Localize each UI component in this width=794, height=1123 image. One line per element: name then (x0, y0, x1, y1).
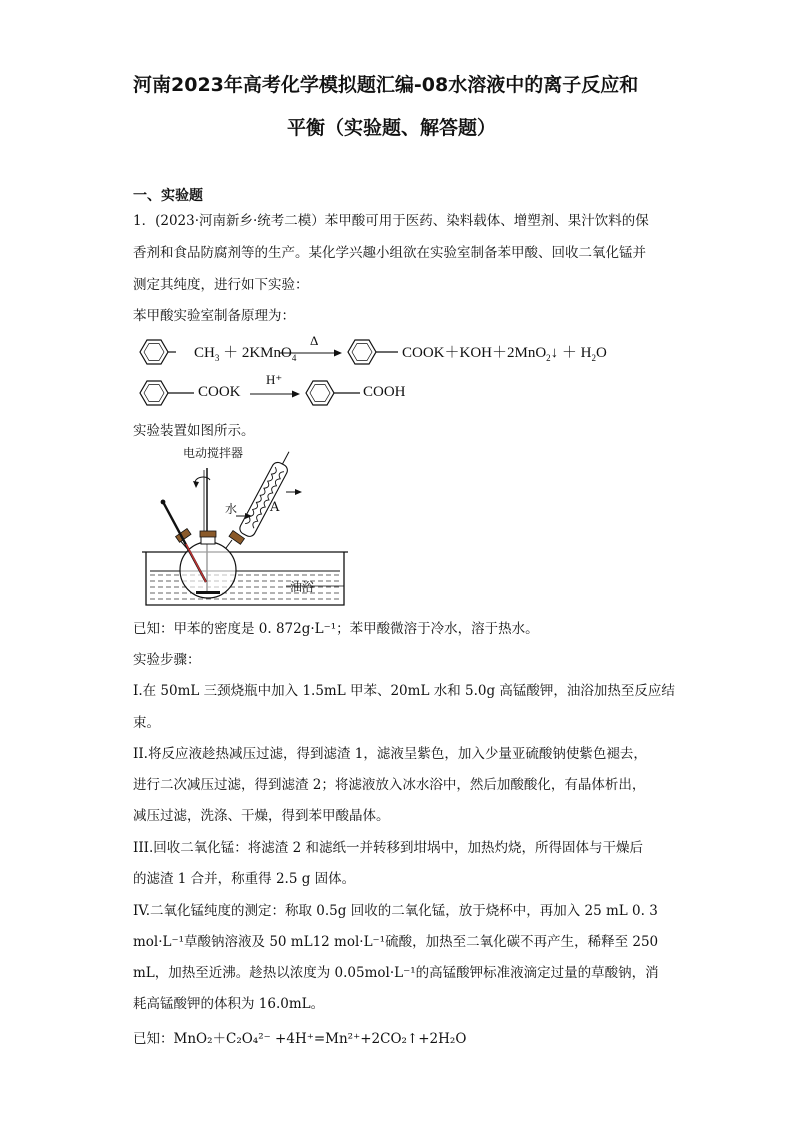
step-2-line-3: 减压过滤，洗涤、干燥，得到苯甲酸晶体。 (133, 808, 390, 824)
benzene-ring-icon (296, 373, 360, 413)
reaction-arrow-icon (280, 348, 342, 358)
apparatus-figure (140, 440, 360, 610)
water-text: ＋ H (561, 345, 592, 361)
ch3-text: CH (194, 345, 215, 361)
step-4-line-4: 耗高锰酸钾的体积为 16.0mL。 (133, 996, 325, 1012)
intro-line-3: 测定其纯度，进行如下实验： (133, 277, 309, 293)
down-arrow-icon: ↓ (550, 345, 559, 361)
benzene-ring-icon (130, 332, 176, 372)
principle-label: 苯甲酸实验室制备原理为： (133, 308, 295, 324)
intro-line-1: 1．(2023·河南新乡·统考二模）苯甲酸可用于医药、染料载体、增塑剂、果汁饮料的保 (133, 213, 649, 229)
step-4-line-2: mol·L⁻¹草酸钠溶液及 50 mL12 mol·L⁻¹硫酸，加热至二氧化碳不再产生，稀释至 250 (133, 934, 659, 950)
stirrer-label: 电动搅拌器 (183, 446, 244, 460)
cook-text: COOK (198, 384, 241, 400)
step-1-line-1: I.在 50mL 三颈烧瓶中加入 1.5mL 甲苯、20mL 水和 5.0g 高锰酸钾，油浴加热至反应结 (133, 683, 675, 699)
step-2-line-1: II.将反应液趁热减压过滤，得到滤渣 1，滤液呈紫色，加入少量亚硫酸钠使紫色褪去， (133, 746, 647, 762)
step-3-line-2: 的滤渣 1 合并，称重得 2.5 g 固体。 (133, 871, 356, 887)
known-2: 已知：MnO₂＋C₂O₄²⁻ +4H⁺=Mn²⁺+2CO₂↑+2H₂O (133, 1031, 467, 1047)
delta-label: Δ (310, 333, 319, 348)
condenser-label: A (270, 500, 280, 515)
apparatus-drawing (140, 440, 360, 610)
step-4-line-3: mL，加热至近沸。趁热以浓度为 0.05mol·L⁻¹的高锰酸钾标准液滴定过量的草酸钠，消 (133, 965, 659, 981)
intro-line-2: 香剂和食品防腐剂等的生产。某化学兴趣小组欲在实验室制备苯甲酸、回收二氧化锰并 (133, 245, 646, 261)
benzene-ring-icon (130, 373, 194, 413)
h-plus-label: H⁺ (266, 372, 283, 387)
kmno4-text: ＋ 2KMnO (223, 345, 292, 361)
title-line-2: 平衡（实验题、解答题） (287, 117, 497, 139)
cooh-text: COOH (363, 384, 406, 400)
steps-title: 实验步骤： (133, 652, 201, 668)
title-line-1: 河南2023年高考化学模拟题汇编-08水溶液中的离子反应和 (133, 74, 639, 96)
apparatus-intro: 实验装置如图所示。 (133, 423, 255, 439)
step-3-line-1: III.回收二氧化锰：将滤渣 2 和滤纸一并转移到坩埚中，加热灼烧，所得固体与干燥后 (133, 840, 643, 856)
step-4-line-1: IV.二氧化锰纯度的测定：称取 0.5g 回收的二氧化锰，放于烧杯中，再加入 25 mL 0. 3 (133, 903, 658, 919)
reaction-arrow-icon (250, 389, 300, 399)
step-1-line-2: 束。 (133, 715, 160, 731)
products-text: COOK＋KOH＋2MnO (402, 345, 547, 361)
water-label: 水 (225, 502, 238, 516)
step-2-line-2: 进行二次减压过滤，得到滤渣 2；将滤液放入冰水浴中，然后加酸酸化，有晶体析出， (133, 777, 646, 793)
oil-bath-label: 油浴 (290, 580, 315, 594)
benzene-ring-icon (338, 332, 400, 372)
known-1: 已知：甲苯的密度是 0. 872g·L⁻¹；苯甲酸微溶于冷水，溶于热水。 (133, 621, 539, 637)
section-heading: 一、实验题 (133, 188, 203, 204)
